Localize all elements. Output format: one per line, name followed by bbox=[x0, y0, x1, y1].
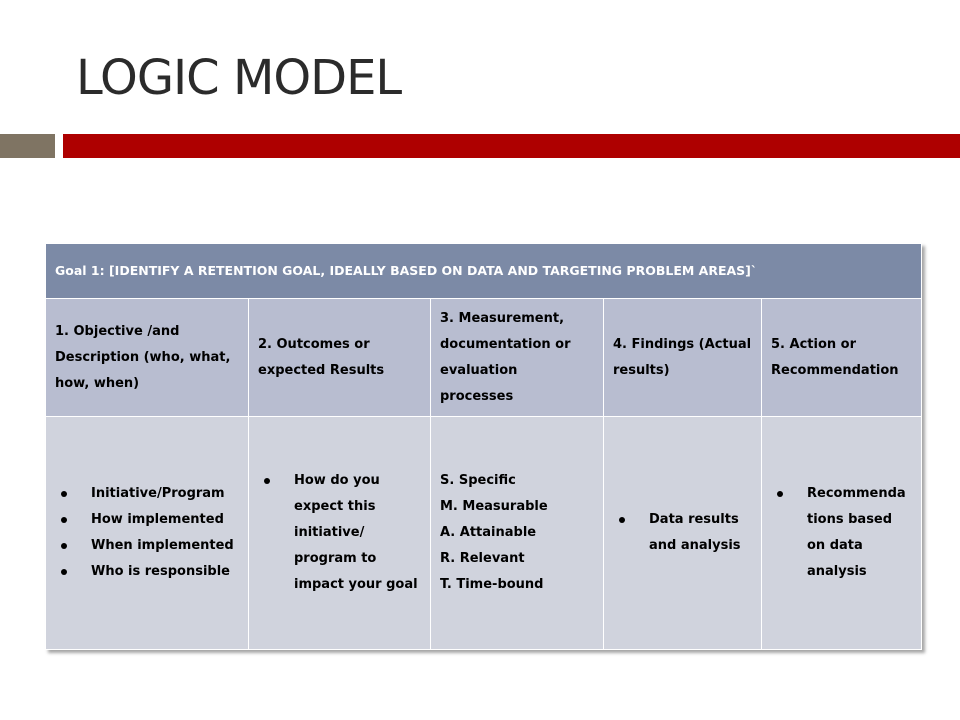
cell-findings bbox=[604, 417, 762, 650]
smart-item: M. Measurable bbox=[440, 499, 548, 514]
outcomes-list bbox=[258, 468, 421, 598]
header-action: 5. Action or Recommendation bbox=[762, 299, 922, 417]
goal-row bbox=[46, 244, 922, 299]
title-bar-accent bbox=[0, 134, 55, 158]
list-item: How do you expect this initiative/ program to impact your goal bbox=[258, 468, 421, 598]
header-objective: 1. Objective /and Description (who, what, how, when) bbox=[46, 299, 249, 417]
smart-item: A. Attainable bbox=[440, 525, 537, 540]
cell-action bbox=[762, 417, 922, 650]
logic-model-table bbox=[45, 243, 922, 650]
cell-objective bbox=[46, 417, 249, 650]
header-measurement: 3. Measurement, documentation or evaluation processes bbox=[431, 299, 604, 417]
title-bar bbox=[63, 134, 960, 158]
smart-item: R. Relevant bbox=[440, 551, 525, 566]
list-item: Recommenda tions based on data analysis bbox=[771, 481, 912, 585]
list-item: Data results and analysis bbox=[613, 507, 752, 559]
header-outcomes: 2. Outcomes or expected Results bbox=[249, 299, 431, 417]
cell-outcomes bbox=[249, 417, 431, 650]
objective-list bbox=[55, 481, 239, 585]
list-item: When implemented bbox=[55, 533, 239, 559]
cell-measurement bbox=[431, 417, 604, 650]
list-item: How implemented bbox=[55, 507, 239, 533]
header-findings: 4. Findings (Actual results) bbox=[604, 299, 762, 417]
action-list bbox=[771, 481, 912, 585]
slide-title: LOGIC MODEL bbox=[76, 50, 402, 106]
list-item: Initiative/Program bbox=[55, 481, 239, 507]
header-row bbox=[46, 299, 922, 417]
findings-list bbox=[613, 507, 752, 559]
content-row bbox=[46, 417, 922, 650]
goal-cell: Goal 1: [IDENTIFY A RETENTION GOAL, IDEALLY BASED ON DATA AND TARGETING PROBLEM AREAS]` bbox=[46, 244, 922, 299]
smart-item: S. Specific bbox=[440, 473, 516, 488]
smart-list bbox=[440, 468, 594, 598]
list-item: Who is responsible bbox=[55, 559, 239, 585]
smart-item: T. Time-bound bbox=[440, 577, 544, 592]
